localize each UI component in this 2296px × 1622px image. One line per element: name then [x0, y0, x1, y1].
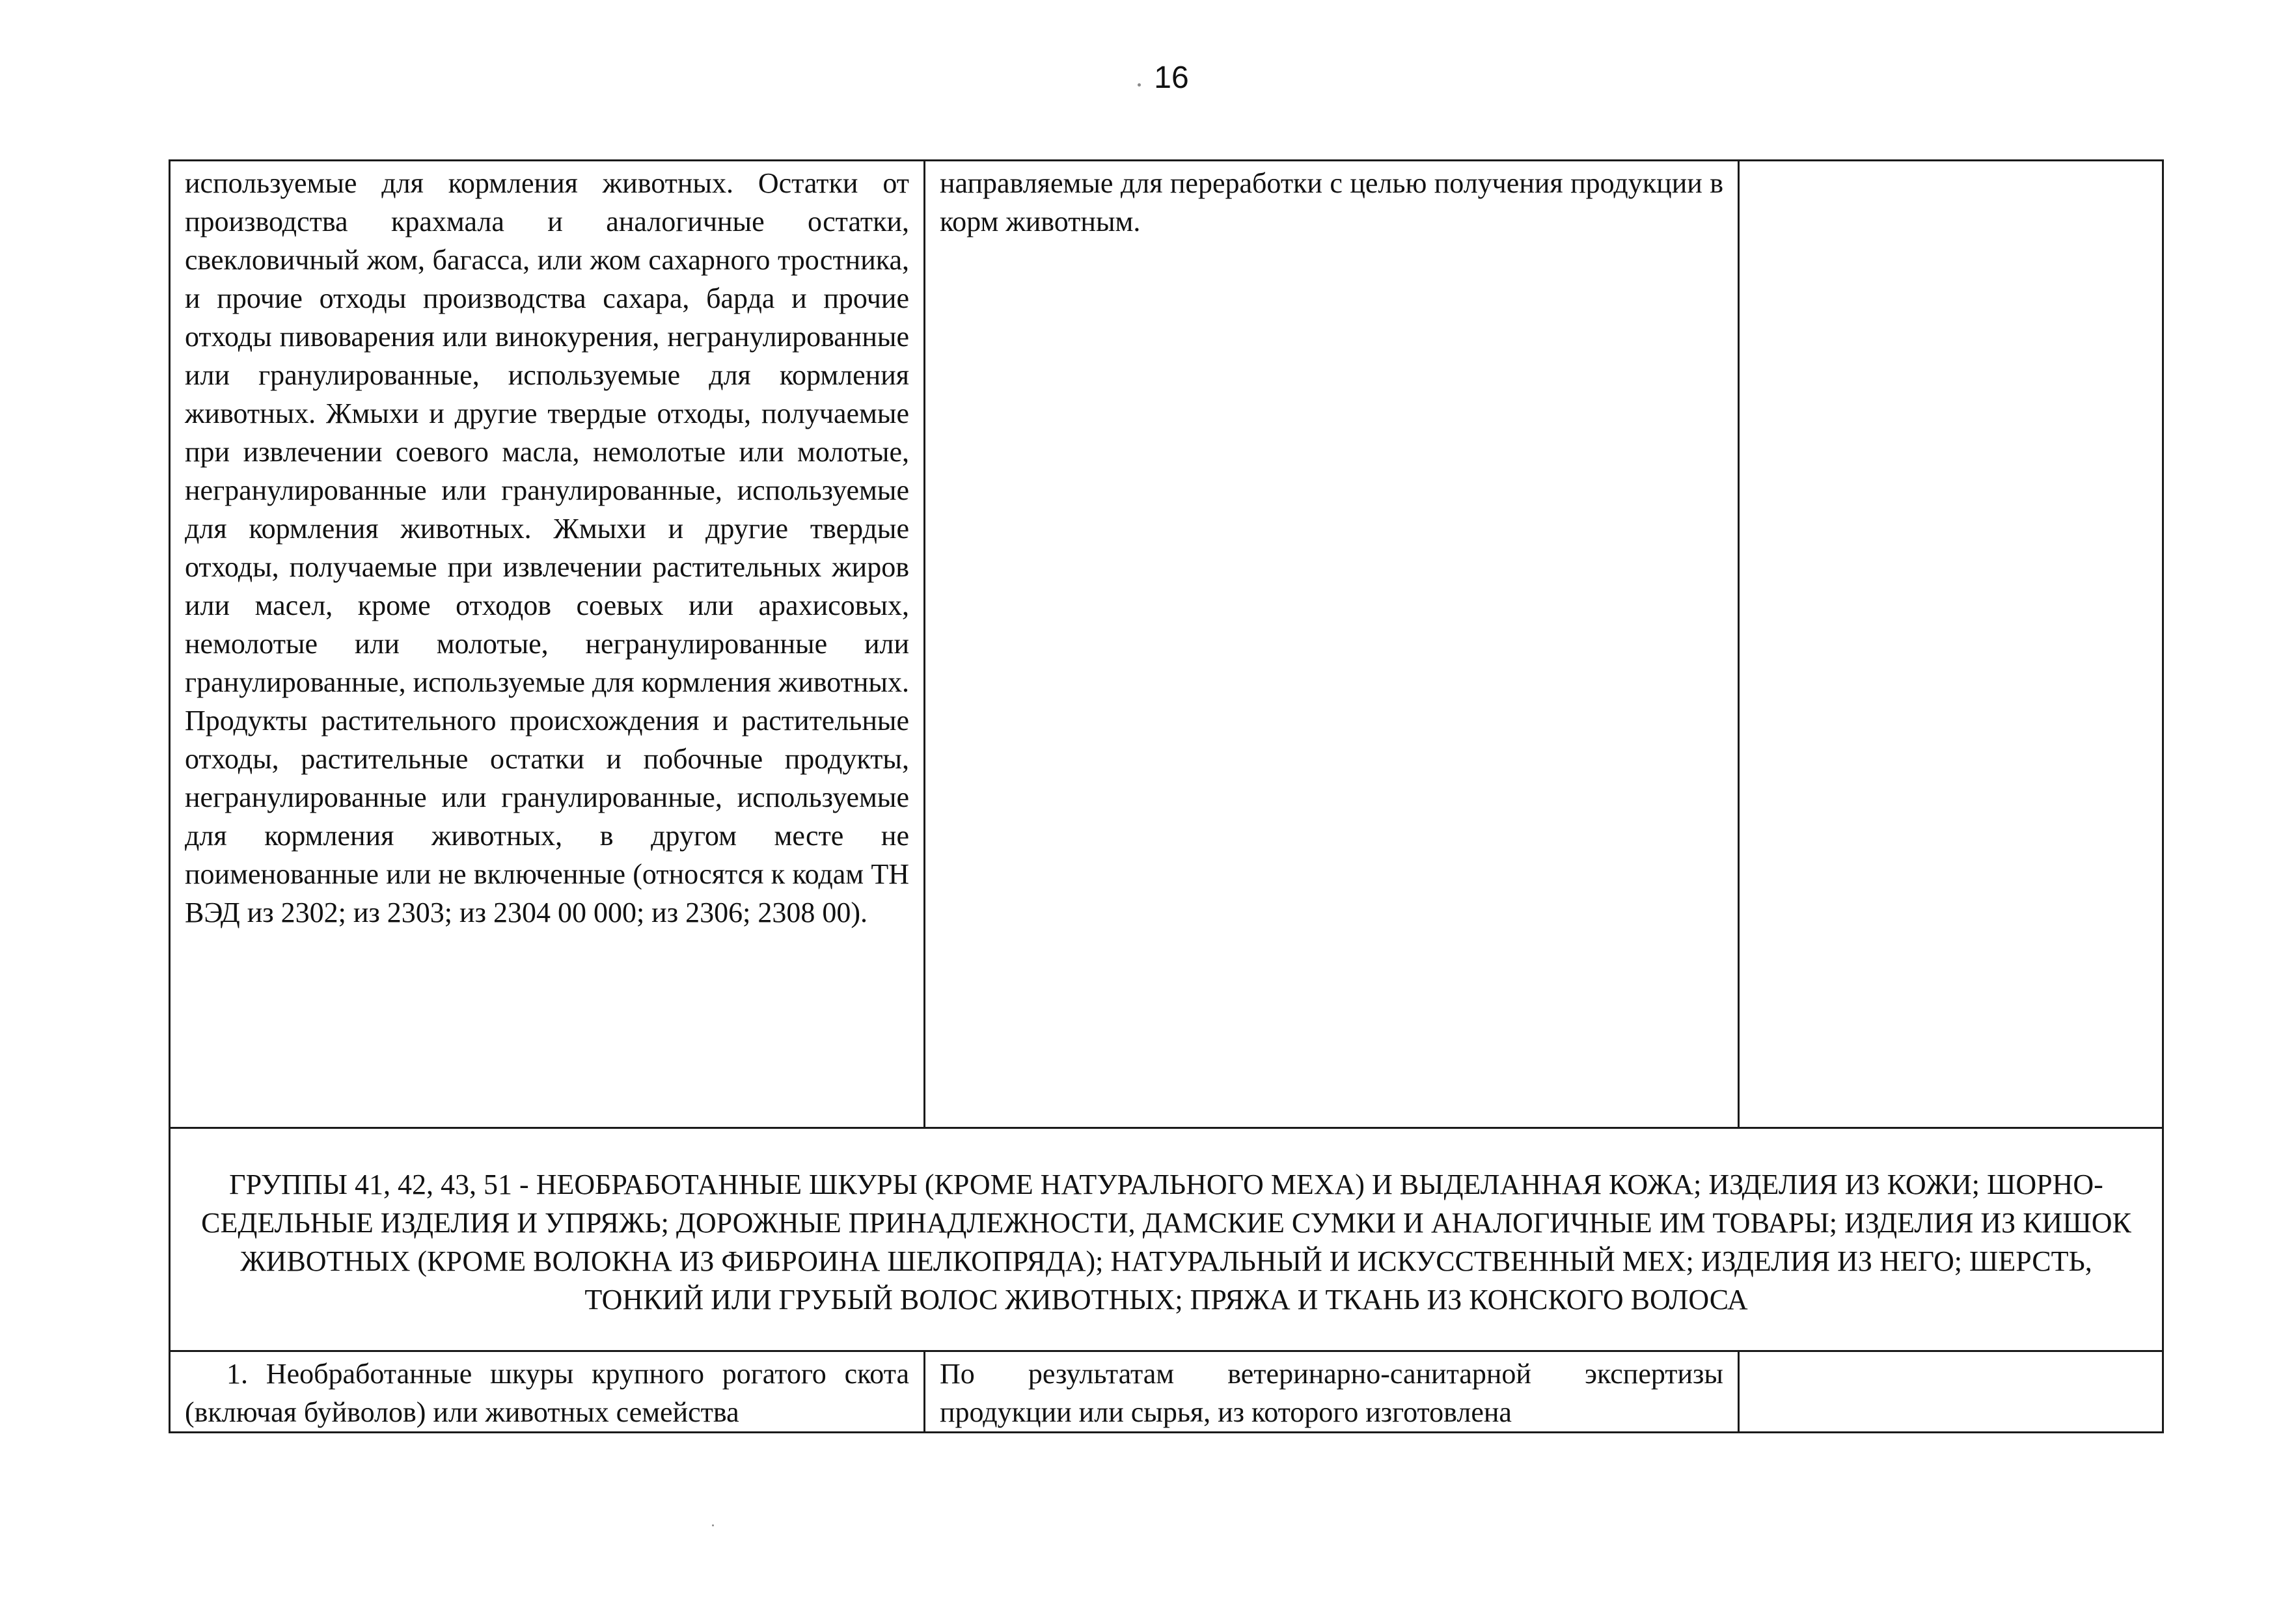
notes-cell	[1739, 1351, 2163, 1433]
group-heading-row	[170, 1128, 2163, 1351]
notes-cell	[1739, 161, 2163, 1128]
product-description-cell: 1. Необработанные шкуры крупного рогатого скота (включая буйволов) или животных семейства	[170, 1351, 925, 1433]
regulation-table	[169, 159, 2164, 1433]
group-heading: ГРУППЫ 41, 42, 43, 51 - НЕОБРАБОТАННЫЕ ШКУРЫ (КРОМЕ НАТУРАЛЬНОГО МЕХА) И ВЫДЕЛАННАЯ КОЖА; ИЗДЕЛИЯ ИЗ КОЖИ; ШОРНО-СЕДЕЛЬНЫЕ ИЗДЕЛИЯ И УПРЯЖЬ; ДОРОЖНЫЕ ПРИНАДЛЕЖНОСТИ, ДАМСКИЕ СУМКИ И АНАЛОГИЧНЫЕ ИМ ТОВАРЫ; ИЗДЕЛИЯ ИЗ КИШОК ЖИВОТНЫХ (КРОМЕ ВОЛОКНА ИЗ ФИБРОИНА ШЕЛКОПРЯДА); НАТУРАЛЬНЫЙ И ИСКУССТВЕННЫЙ МЕХ; ИЗДЕЛИЯ ИЗ НЕГО; ШЕРСТЬ, ТОНКИЙ ИЛИ ГРУБЫЙ ВОЛОС ЖИВОТНЫХ; ПРЯЖА И ТКАНЬ ИЗ КОНСКОГО ВОЛОСА	[170, 1128, 2163, 1351]
condition-cell: направляемые для переработки с целью получения продукции в корм животным.	[925, 161, 1739, 1128]
scan-speck	[1138, 83, 1141, 87]
table-row	[170, 1351, 2163, 1433]
product-description-cell: используемые для кормления животных. Остатки от производства крахмала и аналогичные остатки, свекловичный жом, багасса, или жом сахарного тростника, и прочие отходы производства сахара, барда и прочие отходы пивоварения или винокурения, негранулированные или гранулированные, используемые для кормления животных. Жмыхи и другие твердые отходы, получаемые при извлечении соевого масла, немолотые или молотые, негранулированные или гранулированные, используемые для кормления животных. Жмыхи и другие твердые отходы, получаемые при извлечении растительных жиров или масел, кроме отходов соевых или арахисовых, немолотые или молотые, негранулированные или гранулированные, используемые для кормления животных. Продукты растительного происхождения и растительные отходы, растительные остатки и побочные продукты, негранулированные или гранулированные, используемые для кормления животных, в другом месте не поименованные или не включенные (относятся к кодам ТН ВЭД из 2302; из 2303; из 2304 00 000; из 2306; 2308 00).	[170, 161, 925, 1128]
table-row	[170, 161, 2163, 1128]
scan-speck	[712, 1524, 714, 1526]
page-number: 16	[1154, 61, 1189, 95]
condition-cell: По результатам ветеринарно-санитарной экспертизы продукции или сырья, из которого изготовлена	[925, 1351, 1739, 1433]
